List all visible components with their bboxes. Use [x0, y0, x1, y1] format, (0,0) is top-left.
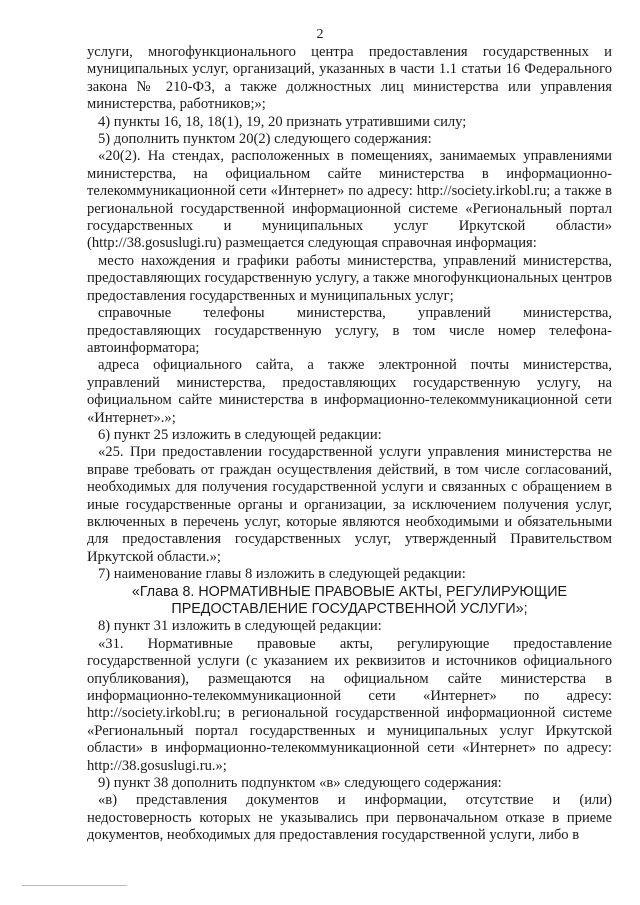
paragraph: 7) наименование главы 8 изложить в следующей редакции:	[98, 566, 466, 583]
footer-rule	[22, 885, 127, 886]
paragraph: справочные телефоны министерства, управлений министерства, предоставляющих государственную услугу, в том числе номер телефона-автоинформатора;	[87, 305, 612, 356]
paragraph: услуги, многофункционального центра предоставления государственных и муниципальных услуг, организаций, указанных в части 1.1 статьи 16 Федерального закона № 210-ФЗ, а также должностных лиц министерства или управления министерства, работников;»;	[87, 44, 612, 113]
paragraph: «25. При предоставлении государственной услуги управления министерства не вправе требовать от граждан осуществления действий, в том числе согласований, необходимых для получения государственной услуги и связанных с обращением в иные государственные органы и организации, за исключением получения услуг, включенных в перечень услуг, которые являются необходимыми и обязательными для предоставления государственных услуг, утвержденный Правительством Иркутской области.»;	[87, 444, 612, 565]
paragraph: 4) пункты 16, 18, 18(1), 19, 20 признать утратившими силу;	[98, 113, 467, 130]
paragraph: адреса официального сайта, а также электронной почты министерства, управлений министерства, предоставляющих государственную услугу, на официальном сайте министерства в информационно-телекоммуникационной сети «Интернет».»;	[87, 357, 612, 426]
paragraph: «31. Нормативные правовые акты, регулирующие предоставление государственной услуги (с указанием их реквизитов и источников официального опубликования), размещаются на официальном сайте министерства в информационно-телекоммуникационной сети «Интернет» по адресу: http://society.irkobl.ru; в региональной государственной информационной системе «Региональный портал государственных и муниципальных услуг Иркутской области» в информационно-телекоммуникационной сети «Интернет» по адресу: http://38.gosuslugi.ru.»;	[87, 635, 612, 774]
document-body	[87, 44, 612, 845]
page-number: 2	[316, 27, 324, 42]
paragraph: «20(2). На стендах, расположенных в помещениях, занимаемых управлениями министерства, на официальном сайте министерства в информационно-телекоммуникационной сети «Интернет» по адресу: http://society.irkobl.ru; а также в региональной государственной информационной системе «Региональный портал государственных и муниципальных услуг Иркутской области» (http://38.gosuslugi.ru) размещается следующая справочная информация:	[87, 148, 612, 252]
paragraph: 5) дополнить пунктом 20(2) следующего содержания:	[98, 131, 432, 148]
chapter-heading: «Глава 8. НОРМАТИВНЫЕ ПРАВОВЫЕ АКТЫ, РЕГУЛИРУЮЩИЕ ПРЕДОСТАВЛЕНИЕ ГОСУДАРСТВЕННОЙ УСЛУГИ»;	[131, 583, 568, 617]
paragraph: место нахождения и графики работы министерства, управлений министерства, предоставляющих государственную услугу, а также многофункциональных центров предоставления государственных и муниципальных услуг;	[87, 252, 612, 304]
paragraph: 6) пункт 25 изложить в следующей редакции:	[98, 426, 382, 443]
paragraph: 8) пункт 31 изложить в следующей редакции:	[98, 618, 382, 635]
paragraph: «в) представления документов и информации, отсутствие и (или) недостоверность которых не указывались при первоначальном отказе в приеме документов, необходимых для предоставления государственной услуги, либо в	[87, 792, 612, 844]
paragraph: 9) пункт 38 дополнить подпунктом «в» следующего содержания:	[98, 775, 502, 792]
